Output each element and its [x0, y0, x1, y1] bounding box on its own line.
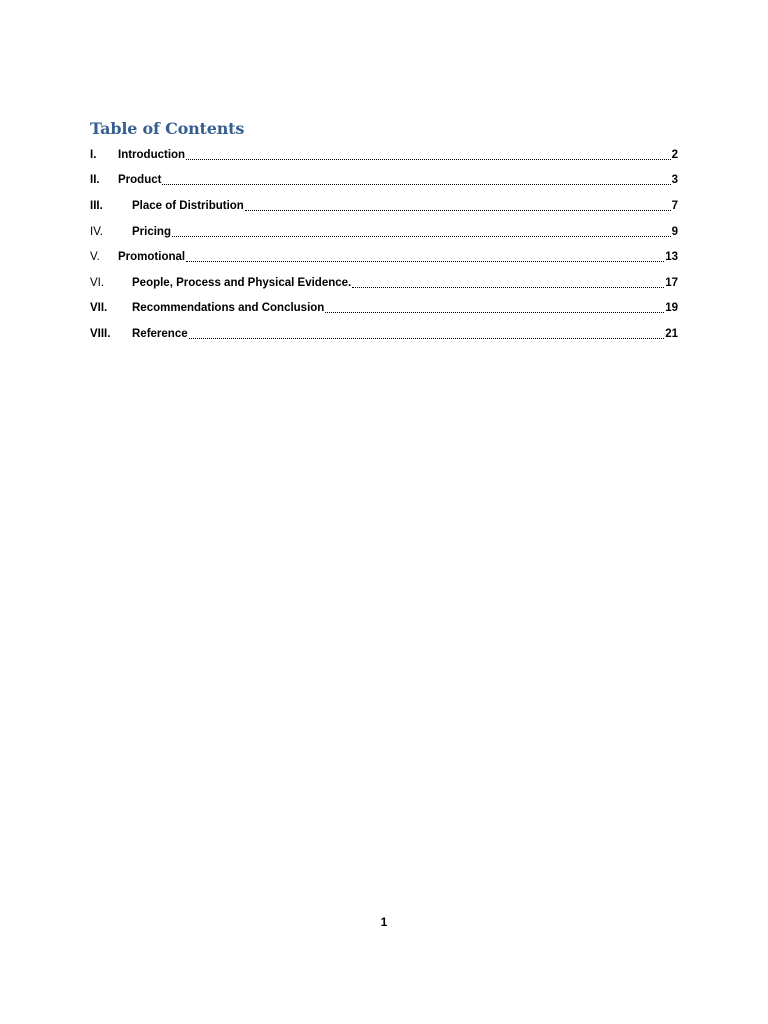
toc-heading: Table of Contents	[90, 119, 245, 138]
toc-entry-place-of-distribution[interactable]	[90, 193, 678, 219]
toc-entry-number: I.	[90, 148, 97, 161]
dot-leader	[352, 276, 664, 290]
dot-leader	[162, 173, 670, 187]
toc-entry-pricing[interactable]	[90, 219, 678, 245]
toc-entry-page: 13	[665, 251, 678, 264]
toc-entry-label: Introduction	[118, 148, 186, 161]
toc-entry-label: People, Process and Physical Evidence.	[132, 276, 352, 289]
toc-entry-number: V.	[90, 251, 100, 264]
toc-entry-number: VII.	[90, 302, 108, 315]
toc-entry-page: 17	[665, 276, 678, 289]
toc-entry-promotional[interactable]	[90, 244, 678, 270]
toc-entry-label: Promotional	[118, 251, 186, 264]
toc-entry-number: IV.	[90, 225, 104, 238]
toc-entry-number: II.	[90, 174, 100, 187]
toc-entry-number: III.	[90, 199, 103, 212]
toc-entry-label: Recommendations and Conclusion	[132, 302, 325, 315]
toc-entry-introduction[interactable]	[90, 142, 678, 168]
dot-leader	[189, 327, 665, 341]
toc-entry-label: Product	[118, 174, 162, 187]
toc-list	[90, 142, 678, 347]
toc-entry-page: 19	[665, 302, 678, 315]
page-number: 1	[380, 915, 388, 929]
dot-leader	[245, 199, 671, 213]
toc-entry-number: VI.	[90, 276, 105, 289]
dot-leader	[172, 225, 671, 239]
dot-leader	[325, 301, 664, 315]
toc-entry-page: 21	[665, 327, 678, 340]
toc-entry-page: 9	[671, 225, 678, 238]
toc-entry-product[interactable]	[90, 168, 678, 194]
toc-entry-number: VIII.	[90, 327, 111, 340]
toc-entry-label: Place of Distribution	[132, 199, 244, 212]
dot-leader	[186, 250, 664, 264]
dot-leader	[186, 148, 671, 162]
toc-entry-label: Pricing	[132, 225, 171, 238]
toc-entry-people-process[interactable]	[90, 270, 678, 296]
toc-entry-page: 7	[671, 199, 678, 212]
toc-entry-page: 2	[671, 148, 678, 161]
toc-entry-page: 3	[671, 174, 678, 187]
toc-entry-recommendations[interactable]	[90, 296, 678, 322]
toc-entry-label: Reference	[132, 327, 188, 340]
toc-entry-reference[interactable]	[90, 321, 678, 347]
